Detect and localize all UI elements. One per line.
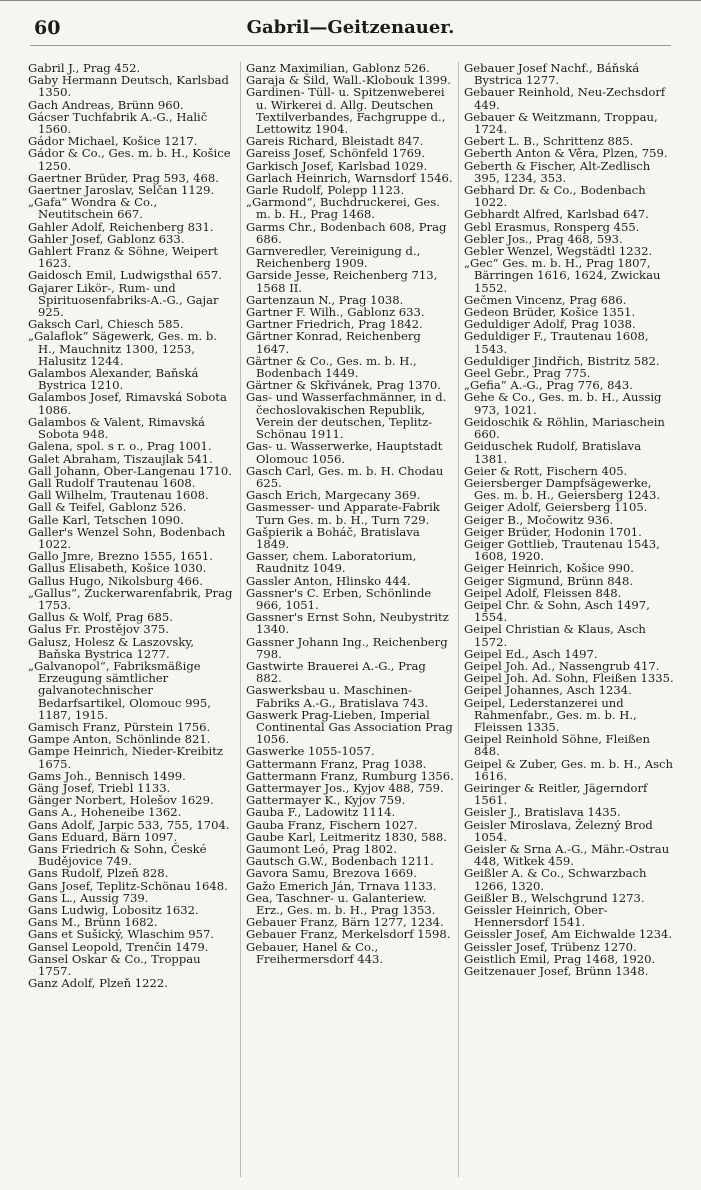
directory-entry: Gavora Samu, Brezova 1669. xyxy=(246,866,417,881)
directory-entry: Galambos & Valent, Rimavská Sobota 948. xyxy=(28,414,205,442)
directory-entry: Galler's Wenzel Sohn, Bodenbach 1022. xyxy=(28,524,226,551)
directory-entry: Ganz Adolf, Plzeň 1222. xyxy=(28,976,168,990)
directory-entry: Geiger Gottlieb, Trautenau 1543, 1608, 1920. xyxy=(464,536,660,564)
directory-entry: Gall Rudolf Trautenau 1608. xyxy=(28,475,196,490)
directory-entry: Gebhardt Alfred, Karlsbad 647. xyxy=(464,207,649,222)
directory-entry: Gardinen- Tüll- u. Spitzenweberei u. Wirkerei d. Allg. Deutschen Textilverbandes, Fachgruppe d., Lettowitz 1904. xyxy=(246,85,446,137)
column-2 xyxy=(246,62,454,965)
directory-entry: Geißler A. & Co., Schwarzbach 1266, 1320. xyxy=(464,866,647,893)
directory-entry: Geiger Sigmund, Brünn 848. xyxy=(464,573,634,588)
directory-entry: Gaksch Carl, Chiesch 585. xyxy=(28,317,184,332)
directory-entry: Gebauer Franz, Bärn 1277, 1234. xyxy=(246,915,444,930)
directory-entry: Gans M., Brünn 1682. xyxy=(28,915,158,930)
directory-entry: Gallus Hugo, Nikolsburg 466. xyxy=(28,573,203,588)
directory-entry: Gams Joh., Bennisch 1499. xyxy=(28,768,186,783)
directory-entry: Gea, Taschner- u. Galanteriew. Erz., Ges. m. b. H., Prag 1353. xyxy=(246,890,436,918)
directory-entry: Galle Karl, Tetschen 1090. xyxy=(28,512,184,527)
directory-entry: Gampe Anton, Schönlinde 821. xyxy=(28,732,211,747)
directory-entry: Gans Adolf, Jarpic 533, 755, 1704. xyxy=(28,817,230,832)
directory-entry: Geipel Joh. Ad. Sohn, Fleißen 1335. xyxy=(464,671,674,686)
directory-entry: Gäng Josef, Triebl 1133. xyxy=(28,780,171,795)
directory-entry: Gahler Adolf, Reichenberg 831. xyxy=(28,219,214,234)
directory-entry: Gasch Erich, Margecany 369. xyxy=(246,488,421,503)
directory-entry: Geberth & Fischer, Alt-Zedlisch 395, 1234, 353. xyxy=(464,158,651,185)
directory-entry: Gans et Sušický, Wlaschim 957. xyxy=(28,927,215,942)
directory-entry: Garle Rudolf, Polepp 1123. xyxy=(246,183,405,198)
directory-entry: Geidoschik & Röhlin, Mariaschein 660. xyxy=(464,414,665,442)
header-rule xyxy=(30,45,671,46)
directory-entry: Gedeon Brüder, Košice 1351. xyxy=(464,305,636,320)
directory-entry: Geberth Anton & Věra, Plzen, 759. xyxy=(464,146,668,161)
directory-entry: Gärtner & Co., Ges. m. b. H., Bodenbach 1449. xyxy=(246,353,417,381)
directory-entry: Galus Fr. Prostějov 375. xyxy=(28,622,170,637)
directory-entry: Galambos Alexander, Baňská Bystrica 1210. xyxy=(28,366,199,393)
directory-entry: Geisler Miroslava, Železný Brod 1054. xyxy=(464,817,653,844)
directory-entry: Gautsch G.W., Bodenbach 1211. xyxy=(246,854,434,869)
directory-entry: Gebl Erasmus, Ronsperg 455. xyxy=(464,219,640,234)
directory-entry: Garkisch Josef, Karlsbad 1029. xyxy=(246,158,428,173)
directory-entry: Gattermayer K., Kyjov 759. xyxy=(246,793,406,808)
directory-entry: Geipel Chr. & Sohn, Asch 1497, 1554. xyxy=(464,597,650,625)
directory-entry: Geißler B., Welschgrund 1273. xyxy=(464,890,645,905)
directory-entry: Gečmen Vincenz, Prag 686. xyxy=(464,292,627,307)
running-head: Gabril—Geitzenauer. xyxy=(246,17,455,38)
directory-entry: Gebler Wenzel, Wegstädtl 1232. xyxy=(464,244,653,259)
directory-entry: Gärtner Konrad, Reichenberg 1647. xyxy=(246,329,421,356)
directory-entry: Gartner Friedrich, Prag 1842. xyxy=(246,317,423,332)
directory-entry: Gaswerke 1055-1057. xyxy=(246,744,375,759)
directory-entry: Gans Josef, Teplitz-Schönau 1648. xyxy=(28,878,228,893)
directory-entry: Gassner's Ernst Sohn, Neubystritz 1340. xyxy=(246,610,449,637)
directory-entry: Geipel & Zuber, Ges. m. b. H., Asch 1616. xyxy=(464,756,674,783)
directory-entry: Gärtner & Skřivánek, Prag 1370. xyxy=(246,378,441,393)
directory-entry: Gassner Johann Ing., Reichenberg 798. xyxy=(246,634,448,661)
directory-entry: Gall Johann, Ober-Langenau 1710. xyxy=(28,463,232,478)
directory-entry: Geitzenauer Josef, Brünn 1348. xyxy=(464,964,649,978)
directory-entry: Gattermann Franz, Rumburg 1356. xyxy=(246,768,454,783)
directory-entry: „Gafa“ Wondra & Co., Neutitschein 667. xyxy=(28,195,158,222)
directory-entry: Gaswerk Prag-Lieben, Imperial Continental Gas Association Prag 1056. xyxy=(246,707,453,747)
page-number: 60 xyxy=(34,17,61,39)
directory-entry: Geduldiger Jindřich, Bistritz 582. xyxy=(464,353,660,368)
directory-entry: Gahlert Franz & Söhne, Weipert 1623. xyxy=(28,244,218,271)
directory-entry: Gebauer Franz, Merkelsdorf 1598. xyxy=(246,927,451,942)
directory-entry: Gebhard Dr. & Co., Bodenbach 1022. xyxy=(464,183,646,210)
column-1 xyxy=(28,62,236,989)
directory-entry: Galet Abraham, Tiszaujlak 541. xyxy=(28,451,213,466)
directory-entry: Gans Friedrich & Sohn, České Budějovice 749. xyxy=(28,842,207,869)
directory-entry: Garnveredler, Vereinigung d., Reichenberg 1909. xyxy=(246,244,421,271)
directory-entry: Gassler Anton, Hlinsko 444. xyxy=(246,573,411,588)
directory-entry: Gebauer & Weitzmann, Troppau, 1724. xyxy=(464,109,658,137)
directory-entry: Gattermayer Jos., Kyjov 488, 759. xyxy=(246,780,444,795)
directory-entry: Gach Andreas, Brünn 960. xyxy=(28,97,184,112)
column-3 xyxy=(464,62,676,977)
directory-entry: Gareiss Josef, Schönfeld 1769. xyxy=(246,146,426,161)
directory-entry: Gádor & Co., Ges. m. b. H., Košice 1250. xyxy=(28,146,231,173)
directory-entry: Gauba Franz, Fischern 1027. xyxy=(246,817,418,832)
directory-entry: Gans Rudolf, Plzeň 828. xyxy=(28,866,169,881)
directory-entry: Garside Jesse, Reichenberg 713, 1568 II. xyxy=(246,268,438,295)
directory-entry: Gaertner Jaroslav, Selčan 1129. xyxy=(28,183,215,198)
directory-entry: Gebauer Josef Nachf., Báňská Bystrica 1277. xyxy=(464,62,640,88)
directory-entry: „Gallus“, Zuckerwarenfabrik, Prag 1753. xyxy=(28,585,233,612)
directory-entry: Geel Gebr., Prag 775. xyxy=(464,366,591,381)
column-divider xyxy=(458,62,459,1177)
directory-entry: Gas- u. Wasserwerke, Hauptstadt Olomouc 1056. xyxy=(246,439,443,466)
directory-entry: Galena, spol. s r. o., Prag 1001. xyxy=(28,439,212,454)
directory-entry: Geiger B., Močowitz 936. xyxy=(464,512,614,527)
directory-entry: Geduldiger Adolf, Prag 1038. xyxy=(464,317,636,332)
directory-entry: Gansel Leopold, Trenčin 1479. xyxy=(28,939,209,954)
directory-entry: Geipel Reinhold Söhne, Fleißen 848. xyxy=(464,732,651,759)
directory-entry: „Gec“ Ges. m. b. H., Prag 1807, Bärringen 1616, 1624, Zwickau 1552. xyxy=(464,256,661,295)
directory-entry: Gauba F., Ladowitz 1114. xyxy=(246,805,396,820)
directory-entry: Galambos Josef, Rimavská Sobota 1086. xyxy=(28,390,227,417)
directory-entry: „Galvanopol“, Fabriksmäßige Erzeugung sämtlicher galvanotechnischer Bedarfsartikel, Olomouc 995, 1187, 1915. xyxy=(28,658,211,722)
directory-entry: Gašpierik a Boháč, Bratislava 1849. xyxy=(246,524,420,551)
directory-entry: Geipel Johannes, Asch 1234. xyxy=(464,683,632,698)
directory-entry: Gamisch Franz, Pürstein 1756. xyxy=(28,719,211,734)
directory-entry: Gažo Emerich Ján, Trnava 1133. xyxy=(246,878,437,893)
directory-entry: Geier & Rott, Fischern 405. xyxy=(464,463,628,478)
directory-entry: Geiger Heinrich, Košice 990. xyxy=(464,561,634,576)
directory-entry: Gaby Hermann Deutsch, Karlsbad 1350. xyxy=(28,73,229,100)
directory-entry: Gasser, chem. Laboratorium, Raudnitz 1049. xyxy=(246,549,417,576)
directory-entry: Gans Eduard, Bärn 1097. xyxy=(28,829,178,844)
directory-entry: Gastwirte Brauerei A.-G., Prag 882. xyxy=(246,658,426,686)
directory-entry: Geipel, Lederstanzerei und Rahmenfabr., Ges. m. b. H., Fleissen 1335. xyxy=(464,695,637,734)
directory-entry: Geipel Joh. Ad., Nassengrub 417. xyxy=(464,658,660,673)
directory-entry: Gampe Heinrich, Nieder-Kreibitz 1675. xyxy=(28,744,223,771)
directory-entry: Gall Wilhelm, Trautenau 1608. xyxy=(28,488,209,503)
directory-entry: Gabril J., Prag 452. xyxy=(28,62,141,75)
directory-entry: Gattermann Franz, Prag 1038. xyxy=(246,756,427,771)
directory-entry: „Gefia“ A.-G., Prag 776, 843. xyxy=(464,378,633,393)
directory-entry: Geissler Josef, Trübenz 1270. xyxy=(464,939,637,954)
directory-entry: Gaswerksbau u. Maschinen-Fabriks A.-G., Bratislava 743. xyxy=(246,683,429,710)
directory-entry: Geiger Adolf, Geiersberg 1105. xyxy=(464,500,648,515)
directory-entry: Geistlich Emil, Prag 1468, 1920. xyxy=(464,951,656,966)
directory-entry: Gareis Richard, Bleistadt 847. xyxy=(246,134,424,149)
directory-entry: „Garmond“, Buchdruckerei, Ges. m. b. H., Prag 1468. xyxy=(246,195,440,222)
directory-entry: Gaube Karl, Leitmeritz 1830, 588. xyxy=(246,829,447,844)
column-divider xyxy=(240,62,241,1177)
directory-entry: Gebauer Reinhold, Neu-Zechsdorf 449. xyxy=(464,85,666,112)
directory-entry: Geipel Christian & Klaus, Asch 1572. xyxy=(464,622,646,649)
directory-entry: Gans L., Aussig 739. xyxy=(28,890,149,905)
directory-entry: Gartenzaun N., Prag 1038. xyxy=(246,292,404,307)
directory-entry: Galusz, Holesz & Laszovsky, Baňska Bystrica 1277. xyxy=(28,634,195,661)
directory-entry: Geiersberger Dampfsägewerke, Ges. m. b. H., Geiersberg 1243. xyxy=(464,475,661,503)
directory-entry: Gartner F. Wilh., Gablonz 633. xyxy=(246,305,425,320)
directory-entry: Geissler Heinrich, Ober-Hennersdorf 1541. xyxy=(464,903,608,930)
directory-entry: Gasmesser- und Apparate-Fabrik Turn Ges. m. b. H., Turn 729. xyxy=(246,500,440,527)
directory-entry: Geiringer & Reitler, Jägerndorf 1561. xyxy=(464,780,648,808)
directory-entry: Gassner's C. Erben, Schönlinde 966, 1051. xyxy=(246,585,432,612)
directory-entry: Garlach Heinrich, Warnsdorf 1546. xyxy=(246,170,453,185)
directory-entry: Gehe & Co., Ges. m. b. H., Aussig 973, 1021. xyxy=(464,390,662,417)
directory-entry: Gebert L. B., Schrittenz 885. xyxy=(464,134,634,149)
directory-entry: Geipel Ed., Asch 1497. xyxy=(464,646,598,661)
directory-entry: Gansel Oskar & Co., Troppau 1757. xyxy=(28,951,201,979)
directory-entry: Gebler Jos., Prag 468, 593. xyxy=(464,231,623,246)
directory-entry: Geisler & Srna A.-G., Mähr.-Ostrau 448, Witkek 459. xyxy=(464,842,670,869)
directory-entry: Gácser Tuchfabrik A.-G., Halič 1560. xyxy=(28,109,208,137)
directory-entry: „Galaflok“ Sägewerk, Ges. m. b. H., Mauchnitz 1300, 1253, Halusitz 1244. xyxy=(28,329,217,368)
directory-entry: Gaertner Brüder, Prag 593, 468. xyxy=(28,170,219,185)
directory-entry: Gallo Jmre, Brezno 1555, 1651. xyxy=(28,549,213,564)
directory-entry: Gallus & Wolf, Prag 685. xyxy=(28,610,173,625)
directory-entry: Geisler J., Bratislava 1435. xyxy=(464,805,621,820)
directory-entry: Geipel Adolf, Fleissen 848. xyxy=(464,585,622,600)
directory-entry: Geissler Josef, Am Eichwalde 1234. xyxy=(464,927,673,942)
directory-entry: Gahler Josef, Gablonz 633. xyxy=(28,231,185,246)
directory-entry: Geiduschek Rudolf, Bratislava 1381. xyxy=(464,439,642,466)
page-header xyxy=(0,0,701,47)
directory-entry: Geduldiger F., Trautenau 1608, 1543. xyxy=(464,329,649,356)
directory-entry: Gas- und Wasserfachmänner, in d. čechoslovakischen Republik, Verein der deutschen, Teplitz-Schönau 1911. xyxy=(246,390,447,442)
directory-entry: Gaumont Leó, Prag 1802. xyxy=(246,842,397,856)
directory-entry: Gádor Michael, Košice 1217. xyxy=(28,134,198,149)
directory-entry: Gebauer, Hanel & Co., Freihermersdorf 443. xyxy=(246,939,384,966)
directory-entry: Geiger Brüder, Hodonin 1701. xyxy=(464,524,642,539)
directory-entry: Gänger Norbert, Holešov 1629. xyxy=(28,793,214,808)
directory-entry: Gaidosch Emil, Ludwigsthal 657. xyxy=(28,268,222,283)
directory-entry: Ganz Maximilian, Gablonz 526. xyxy=(246,62,430,75)
directory-entry: Gasch Carl, Ges. m. b. H. Chodau 625. xyxy=(246,463,444,490)
directory-entry: Gans Ludwig, Lobositz 1632. xyxy=(28,903,199,918)
directory-entry: Garms Chr., Bodenbach 608, Prag 686. xyxy=(246,219,447,246)
directory-entry: Gallus Elisabeth, Košice 1030. xyxy=(28,561,207,576)
directory-entry: Gall & Teifel, Gablonz 526. xyxy=(28,500,187,515)
directory-entry: Gans A., Hoheneibe 1362. xyxy=(28,805,182,820)
directory-entry: Gajarer Likör-, Rum- und Spirituosenfabriks-A.-G., Gajar 925. xyxy=(28,280,219,320)
directory-entry: Garaja & Šild, Wall.-Klobouk 1399. xyxy=(246,73,451,88)
